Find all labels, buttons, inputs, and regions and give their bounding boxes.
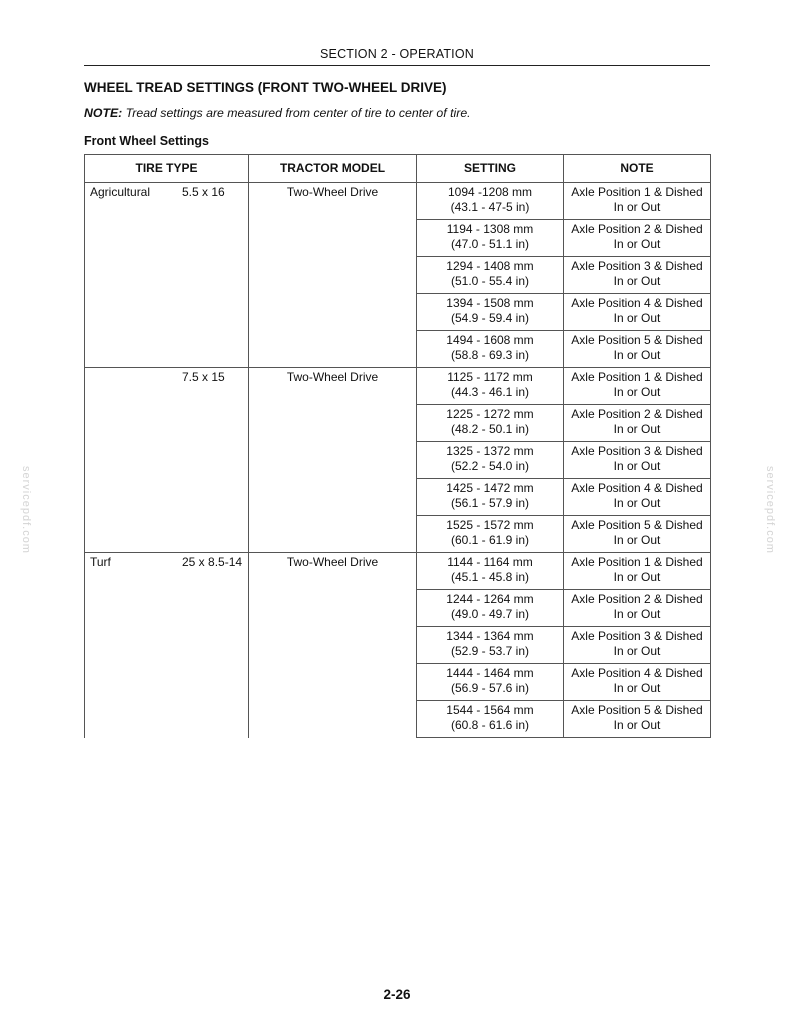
col-header-tractor-model: TRACTOR MODEL xyxy=(249,155,417,183)
setting-in: (44.3 - 46.1 in) xyxy=(450,384,530,399)
note-direction: In or Out xyxy=(613,384,661,399)
note-axle-position: Axle Position 4 & Dished xyxy=(571,666,703,680)
tire-type-cell xyxy=(85,368,249,553)
setting-mm: 1244 - 1264 mm xyxy=(446,592,534,606)
setting-cell xyxy=(417,368,564,405)
table-row xyxy=(85,553,711,590)
tire-size: 7.5 x 15 xyxy=(182,370,225,384)
setting-cell xyxy=(417,405,564,442)
note-direction: In or Out xyxy=(613,310,661,325)
note-direction: In or Out xyxy=(613,606,661,621)
table-row xyxy=(85,368,711,405)
setting-mm: 1325 - 1372 mm xyxy=(446,444,534,458)
setting-in: (56.9 - 57.6 in) xyxy=(450,680,530,695)
note-cell xyxy=(564,701,711,738)
section-header: SECTION 2 - OPERATION xyxy=(320,47,474,61)
note-axle-position: Axle Position 4 & Dished xyxy=(571,296,703,310)
setting-cell xyxy=(417,220,564,257)
setting-mm: 1444 - 1464 mm xyxy=(446,666,534,680)
table-header-row xyxy=(85,155,711,183)
note-axle-position: Axle Position 4 & Dished xyxy=(571,481,703,495)
watermark-right: servicepdf.com xyxy=(764,466,776,554)
note-cell xyxy=(564,553,711,590)
note-direction: In or Out xyxy=(613,643,661,658)
note-cell xyxy=(564,664,711,701)
note-axle-position: Axle Position 2 & Dished xyxy=(571,592,703,606)
tire-size: 25 x 8.5-14 xyxy=(182,555,243,569)
tire-size: 5.5 x 16 xyxy=(182,185,225,199)
note-direction: In or Out xyxy=(613,273,661,288)
setting-in: (49.0 - 49.7 in) xyxy=(450,606,530,621)
setting-mm: 1094 -1208 mm xyxy=(447,185,533,199)
note-cell xyxy=(564,479,711,516)
note-direction: In or Out xyxy=(613,421,661,436)
setting-cell xyxy=(417,590,564,627)
note-axle-position: Axle Position 5 & Dished xyxy=(571,333,703,347)
note-cell xyxy=(564,627,711,664)
setting-in: (51.0 - 55.4 in) xyxy=(450,273,530,288)
note-axle-position: Axle Position 5 & Dished xyxy=(571,518,703,532)
setting-cell xyxy=(417,257,564,294)
watermark-left: servicepdf.com xyxy=(20,466,32,554)
setting-cell xyxy=(417,331,564,368)
table-row xyxy=(85,183,711,220)
note-axle-position: Axle Position 3 & Dished xyxy=(571,444,703,458)
setting-in: (43.1 - 47-5 in) xyxy=(450,199,530,214)
setting-cell xyxy=(417,294,564,331)
note-axle-position: Axle Position 2 & Dished xyxy=(571,407,703,421)
tire-type-name: Agricultural xyxy=(90,185,151,199)
page-title: WHEEL TREAD SETTINGS (FRONT TWO-WHEEL DRIVE) xyxy=(84,80,447,95)
note-direction: In or Out xyxy=(613,236,661,251)
note-cell xyxy=(564,590,711,627)
setting-in: (56.1 - 57.9 in) xyxy=(450,495,530,510)
setting-in: (45.1 - 45.8 in) xyxy=(450,569,530,584)
setting-in: (58.8 - 69.3 in) xyxy=(450,347,530,362)
tire-type-cell xyxy=(85,553,249,738)
note-direction: In or Out xyxy=(613,199,661,214)
note-direction: In or Out xyxy=(613,532,661,547)
setting-in: (52.2 - 54.0 in) xyxy=(450,458,530,473)
note-direction: In or Out xyxy=(613,717,661,732)
table-body xyxy=(85,183,711,738)
note-direction: In or Out xyxy=(613,569,661,584)
col-header-setting: SETTING xyxy=(417,155,564,183)
header-rule xyxy=(84,65,710,66)
setting-mm: 1525 - 1572 mm xyxy=(446,518,534,532)
col-header-note: NOTE xyxy=(564,155,711,183)
setting-in: (48.2 - 50.1 in) xyxy=(450,421,530,436)
setting-cell xyxy=(417,516,564,553)
table-subtitle: Front Wheel Settings xyxy=(84,134,209,148)
setting-cell xyxy=(417,442,564,479)
note-axle-position: Axle Position 5 & Dished xyxy=(571,703,703,717)
note-axle-position: Axle Position 3 & Dished xyxy=(571,259,703,273)
setting-mm: 1544 - 1564 mm xyxy=(446,703,534,717)
setting-mm: 1344 - 1364 mm xyxy=(446,629,534,643)
note-cell xyxy=(564,368,711,405)
setting-cell xyxy=(417,183,564,220)
note-direction: In or Out xyxy=(613,458,661,473)
note-direction: In or Out xyxy=(613,495,661,510)
setting-in: (60.8 - 61.6 in) xyxy=(450,717,530,732)
front-wheel-settings-table xyxy=(84,154,711,738)
note-axle-position: Axle Position 1 & Dished xyxy=(571,555,703,569)
setting-cell xyxy=(417,664,564,701)
note-cell xyxy=(564,257,711,294)
tire-type-name: Turf xyxy=(90,555,111,569)
tire-type-cell xyxy=(85,183,249,368)
note-cell xyxy=(564,405,711,442)
tractor-model-cell: Two-Wheel Drive xyxy=(249,183,417,368)
note-direction: In or Out xyxy=(613,347,661,362)
setting-cell xyxy=(417,701,564,738)
setting-in: (54.9 - 59.4 in) xyxy=(450,310,530,325)
note-cell xyxy=(564,220,711,257)
setting-in: (60.1 - 61.9 in) xyxy=(450,532,530,547)
setting-mm: 1194 - 1308 mm xyxy=(446,222,534,236)
setting-mm: 1394 - 1508 mm xyxy=(446,296,534,310)
setting-cell xyxy=(417,553,564,590)
tractor-model-cell: Two-Wheel Drive xyxy=(249,553,417,738)
page-number: 2-26 xyxy=(383,987,411,1002)
note-cell xyxy=(564,516,711,553)
setting-cell xyxy=(417,479,564,516)
tractor-model-cell: Two-Wheel Drive xyxy=(249,368,417,553)
note-direction: In or Out xyxy=(613,680,661,695)
setting-mm: 1425 - 1472 mm xyxy=(446,481,534,495)
note-axle-position: Axle Position 2 & Dished xyxy=(571,222,703,236)
note-label: NOTE: xyxy=(84,106,123,120)
note-cell xyxy=(564,183,711,220)
setting-mm: 1125 - 1172 mm xyxy=(447,370,533,384)
setting-mm: 1494 - 1608 mm xyxy=(446,333,534,347)
note-text: Tread settings are measured from center of tire to center of tire. xyxy=(122,106,471,120)
setting-cell xyxy=(417,627,564,664)
note-cell xyxy=(564,294,711,331)
note-axle-position: Axle Position 1 & Dished xyxy=(571,370,703,384)
setting-mm: 1225 - 1272 mm xyxy=(446,407,534,421)
note-cell xyxy=(564,442,711,479)
setting-mm: 1144 - 1164 mm xyxy=(447,555,533,569)
note-cell xyxy=(564,331,711,368)
note-axle-position: Axle Position 3 & Dished xyxy=(571,629,703,643)
setting-in: (52.9 - 53.7 in) xyxy=(450,643,530,658)
note-line xyxy=(84,106,471,120)
note-axle-position: Axle Position 1 & Dished xyxy=(571,185,703,199)
col-header-tire-type: TIRE TYPE xyxy=(85,155,249,183)
setting-in: (47.0 - 51.1 in) xyxy=(450,236,530,251)
setting-mm: 1294 - 1408 mm xyxy=(446,259,534,273)
